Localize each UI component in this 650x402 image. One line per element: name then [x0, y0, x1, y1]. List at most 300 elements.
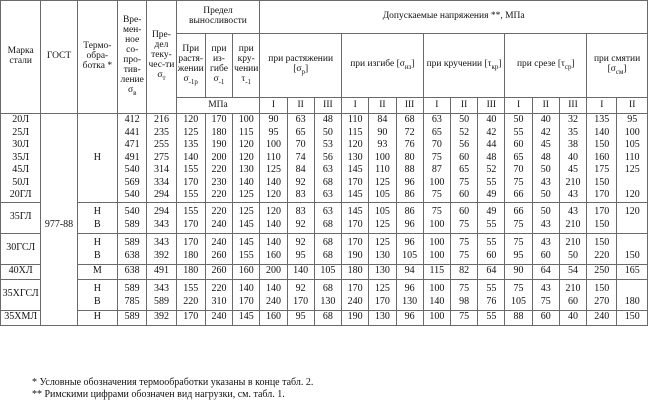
value: 170	[238, 295, 254, 307]
mpa-label: МПа	[176, 98, 260, 114]
value: 170	[347, 218, 363, 230]
value: 105	[374, 205, 390, 217]
value: 150	[624, 311, 640, 323]
value: 63	[322, 164, 333, 175]
value: 220	[211, 282, 227, 294]
steel-grade-cell	[1, 310, 41, 325]
value: 240	[347, 295, 363, 307]
value	[617, 236, 647, 249]
value: 50	[459, 114, 470, 125]
value: 294	[153, 205, 169, 217]
value: 540	[124, 189, 140, 200]
value-cell	[532, 114, 559, 203]
value: 785	[124, 295, 140, 307]
value: 255	[153, 139, 169, 150]
value-cell	[505, 202, 532, 233]
dopusk-header: Допускаемые напряжения **, МПа	[260, 1, 648, 34]
heat-treatment: В	[94, 218, 101, 230]
value: 120	[183, 114, 199, 125]
value-cell	[396, 310, 423, 325]
value-cell	[450, 310, 477, 325]
value-cell	[233, 202, 260, 233]
value: 589	[153, 295, 169, 307]
value: 66	[513, 189, 524, 200]
value-cell	[559, 114, 586, 203]
heat-treatment-cell	[77, 202, 117, 233]
value-cell	[205, 310, 232, 325]
value-cell	[450, 114, 477, 203]
value-cell	[617, 310, 648, 325]
value-cell	[233, 114, 260, 203]
steel-grade: 35Л	[12, 151, 30, 163]
value: 130	[374, 249, 390, 261]
value: 140	[265, 236, 281, 248]
value: 120	[624, 205, 640, 217]
heat-treatment-cell	[77, 279, 117, 310]
value-cell	[478, 310, 505, 325]
heat-treatment: Н	[93, 151, 101, 163]
value: 100	[429, 236, 445, 248]
value: 48	[322, 114, 333, 125]
value: 150	[594, 176, 610, 188]
value: 120	[265, 189, 281, 200]
value: 170	[347, 236, 363, 248]
load-type-header: II	[287, 98, 314, 114]
value: 160	[265, 249, 281, 261]
value-cell	[587, 264, 617, 279]
value-cell	[233, 279, 260, 310]
load-type-header: III	[478, 98, 505, 114]
value: 66	[513, 205, 524, 217]
value-cell	[532, 279, 559, 310]
value: 96	[404, 311, 415, 323]
value: 125	[374, 282, 390, 294]
value: 50	[513, 114, 524, 125]
value: 100	[429, 282, 445, 294]
value-cell	[314, 233, 341, 264]
value-cell	[559, 264, 586, 279]
steel-grade: 35ХГСЛ	[2, 288, 39, 300]
value: 64	[540, 265, 551, 277]
value: 140	[594, 126, 610, 138]
value: 100	[624, 126, 640, 138]
value: 75	[513, 176, 524, 188]
value-cell	[369, 114, 396, 203]
value-cell	[559, 279, 586, 310]
value: 42	[486, 126, 497, 138]
value: 638	[124, 265, 140, 277]
value: 50	[540, 189, 551, 200]
value: 60	[540, 311, 551, 323]
value: 75	[459, 282, 470, 294]
value: 60	[486, 249, 497, 261]
value: 150	[594, 282, 610, 294]
table-row	[1, 264, 648, 279]
value: 343	[153, 218, 169, 230]
value: 75	[459, 176, 470, 188]
value: 105	[320, 265, 336, 277]
value: 190	[347, 311, 363, 323]
heat-treatment: В	[94, 249, 101, 261]
value-cell	[342, 202, 369, 233]
value-cell	[478, 233, 505, 264]
value-cell	[205, 114, 232, 203]
value	[617, 218, 647, 231]
value-cell	[423, 233, 450, 264]
table-row	[1, 310, 648, 325]
value: 392	[153, 249, 169, 261]
value: 60	[459, 189, 470, 200]
value: 43	[568, 205, 579, 217]
value-cell	[369, 202, 396, 233]
value: 35	[568, 126, 579, 138]
value: 95	[295, 249, 306, 261]
value: 100	[374, 151, 390, 163]
value: 75	[431, 151, 442, 163]
value: 93	[377, 139, 388, 150]
value: 75	[459, 236, 470, 248]
value: 170	[183, 176, 199, 188]
value: 55	[486, 176, 497, 188]
value-cell	[532, 202, 559, 233]
heat-treatment: Н	[93, 205, 101, 217]
value: 70	[295, 139, 306, 150]
value-cell	[587, 310, 617, 325]
d-srez-header: при срезе $[\tau_{ср}]$	[505, 34, 587, 98]
load-type-header: II	[532, 98, 559, 114]
value: 170	[347, 176, 363, 188]
value: 68	[322, 311, 333, 323]
value: 87	[431, 164, 442, 175]
value-cell	[205, 264, 232, 279]
value-cell	[396, 233, 423, 264]
value: 110	[266, 151, 281, 163]
value-cell	[423, 114, 450, 203]
value: 70	[431, 139, 442, 150]
value: 92	[295, 176, 306, 188]
value: 540	[124, 205, 140, 217]
value: 160	[238, 265, 254, 277]
steel-grade-cell	[1, 202, 41, 233]
steel-grade: 20Л	[12, 114, 30, 125]
value: 140	[265, 176, 281, 188]
value: 100	[265, 139, 281, 150]
value: 96	[404, 218, 415, 230]
heat-treatment-cell	[77, 233, 117, 264]
d-kruch-header: при кручении $[\tau_{кр}]$	[423, 34, 505, 98]
value: 120	[624, 189, 640, 200]
value: 140	[429, 295, 445, 307]
gost-cell: 977-88	[41, 114, 77, 326]
value: 110	[624, 151, 640, 163]
value-cell	[505, 233, 532, 264]
value: 260	[211, 265, 227, 277]
value-cell	[450, 279, 477, 310]
value: 294	[153, 189, 169, 200]
value: 63	[322, 205, 333, 217]
value-cell	[342, 114, 369, 203]
value: 155	[238, 249, 254, 261]
value-cell	[147, 114, 176, 203]
value: 270	[594, 295, 610, 307]
value-cell	[147, 264, 176, 279]
load-type-header: I	[505, 98, 532, 114]
value: 130	[320, 295, 336, 307]
value: 180	[347, 265, 363, 277]
value: 75	[431, 205, 442, 217]
value: 216	[153, 114, 169, 125]
value-cell	[559, 310, 586, 325]
value: 105	[511, 295, 527, 307]
value: 68	[322, 218, 333, 230]
value: 84	[377, 114, 388, 125]
value-cell	[314, 202, 341, 233]
value-cell	[118, 264, 147, 279]
value: 150	[594, 139, 610, 150]
value: 220	[594, 249, 610, 261]
value: 130	[374, 265, 390, 277]
value: 45	[540, 139, 551, 150]
value-cell	[233, 233, 260, 264]
value: 210	[565, 236, 581, 248]
value-cell	[260, 233, 287, 264]
value: 150	[624, 249, 640, 261]
value-cell	[260, 264, 287, 279]
value: 50	[540, 164, 551, 175]
value: 105	[374, 189, 390, 200]
value: 55	[513, 126, 524, 138]
steel-grade: 35ХМЛ	[4, 311, 38, 323]
value: 75	[540, 295, 551, 307]
value: 412	[124, 114, 140, 125]
heat-treatment: М	[92, 265, 102, 277]
value: 60	[459, 205, 470, 217]
value-cell	[260, 202, 287, 233]
value: 130	[238, 164, 254, 175]
d-smyat-header: при смятии $[\sigma_{см}]$	[587, 34, 648, 98]
value: 150	[594, 218, 610, 230]
value: 110	[347, 114, 363, 125]
value-cell	[287, 202, 314, 233]
value: 95	[295, 311, 306, 323]
value: 53	[322, 139, 333, 150]
value: 68	[322, 236, 333, 248]
value: 43	[540, 236, 551, 248]
value-cell	[260, 310, 287, 325]
value-cell	[505, 264, 532, 279]
value: 54	[568, 265, 579, 277]
value: 56	[322, 151, 333, 163]
value: 82	[459, 265, 470, 277]
value: 92	[295, 282, 306, 294]
value-cell	[176, 264, 205, 279]
heat-treatment: В	[94, 295, 101, 307]
value: 491	[124, 151, 140, 163]
value: 240	[211, 236, 227, 248]
value-cell	[617, 114, 648, 203]
heat-treatment-cell	[77, 264, 117, 279]
value: 95	[627, 114, 638, 125]
value: 125	[238, 189, 254, 200]
value: 125	[374, 236, 390, 248]
tekuchest-header: Пре-дел теку-чес-ти $\sigma_т$	[147, 1, 176, 114]
load-type-header: I	[423, 98, 450, 114]
value: 50	[322, 126, 333, 138]
value: 210	[565, 176, 581, 188]
heat-treatment: Н	[93, 282, 101, 294]
value: 70	[513, 164, 524, 175]
value-cell	[260, 114, 287, 203]
d-izgib-header: при изгибе $[\sigma_{из}]$	[342, 34, 424, 98]
value: 140	[183, 151, 199, 163]
table-row	[1, 202, 648, 233]
value: 125	[374, 176, 390, 188]
value-cell	[176, 279, 205, 310]
value: 100	[429, 176, 445, 188]
value-cell	[176, 233, 205, 264]
value: 44	[486, 139, 497, 150]
value-cell	[342, 264, 369, 279]
value: 90	[268, 114, 279, 125]
value: 180	[183, 249, 199, 261]
value: 90	[377, 126, 388, 138]
vremennoe-header: Вре-мен-ное со-про-тив-ление $\sigma_в$	[118, 1, 147, 114]
value: 49	[486, 205, 497, 217]
value: 75	[459, 311, 470, 323]
value: 72	[404, 126, 415, 138]
value-cell	[587, 202, 617, 233]
value: 140	[293, 265, 309, 277]
value: 40	[568, 311, 579, 323]
value: 65	[513, 151, 524, 163]
value: 140	[265, 282, 281, 294]
steel-grade: 30ГСЛ	[6, 242, 36, 254]
load-type-header: III	[559, 98, 586, 114]
value: 115	[347, 126, 363, 138]
value: 49	[486, 189, 497, 200]
value: 94	[404, 265, 415, 277]
value: 275	[153, 151, 169, 163]
value	[617, 177, 647, 190]
value: 240	[265, 295, 281, 307]
value: 40	[540, 114, 551, 125]
value-cell	[147, 279, 176, 310]
value: 40	[486, 114, 497, 125]
value: 589	[124, 236, 140, 248]
footnotes	[32, 377, 313, 401]
value-cell	[260, 279, 287, 310]
value: 96	[404, 282, 415, 294]
value: 145	[238, 311, 254, 323]
value: 83	[295, 205, 306, 217]
value: 392	[153, 311, 169, 323]
value: 125	[238, 205, 254, 217]
value-cell	[423, 264, 450, 279]
table-row	[1, 233, 648, 264]
value-cell	[396, 264, 423, 279]
value: 105	[624, 139, 640, 150]
value: 120	[238, 139, 254, 150]
value: 180	[624, 295, 640, 307]
value: 63	[431, 114, 442, 125]
value: 63	[295, 114, 306, 125]
value: 145	[347, 164, 363, 175]
value: 115	[238, 126, 254, 138]
value-cell	[342, 279, 369, 310]
heat-treatment-cell	[77, 114, 117, 203]
value: 145	[238, 236, 254, 248]
value: 130	[374, 311, 390, 323]
value: 125	[624, 164, 640, 175]
rast-header: При растя-жении $\sigma_{-1р}$	[176, 34, 205, 98]
value: 75	[513, 218, 524, 230]
value-cell	[118, 310, 147, 325]
value-cell	[369, 310, 396, 325]
value: 52	[486, 164, 497, 175]
value: 180	[183, 265, 199, 277]
value-cell	[617, 264, 648, 279]
value-cell	[617, 279, 648, 310]
value-cell	[205, 279, 232, 310]
steel-grade-cell	[1, 279, 41, 310]
value-cell	[287, 233, 314, 264]
heat-treatment: Н	[93, 311, 101, 323]
value-cell	[369, 233, 396, 264]
value: 200	[265, 265, 281, 277]
value: 92	[295, 218, 306, 230]
value: 65	[431, 126, 442, 138]
value-cell	[287, 310, 314, 325]
value: 90	[513, 265, 524, 277]
value-cell	[176, 114, 205, 203]
load-type-header: I	[587, 98, 617, 114]
value: 140	[238, 176, 254, 188]
value: 589	[124, 218, 140, 230]
value: 175	[594, 164, 610, 175]
value-cell	[233, 264, 260, 279]
value: 43	[540, 176, 551, 188]
value: 48	[486, 151, 497, 163]
marka-header: Марка стали	[1, 1, 41, 114]
value: 100	[429, 218, 445, 230]
value: 88	[404, 164, 415, 175]
value: 235	[153, 126, 169, 138]
value: 52	[459, 126, 470, 138]
value: 150	[594, 236, 610, 248]
value-cell	[587, 279, 617, 310]
steel-grade: 25Л	[12, 126, 30, 138]
value: 170	[211, 114, 227, 125]
value: 145	[347, 189, 363, 200]
termo-header: Термо-обра-ботка *	[77, 1, 117, 114]
value: 45	[568, 164, 579, 175]
value-cell	[342, 310, 369, 325]
steel-grade: 40ХЛ	[8, 265, 33, 277]
value: 240	[211, 218, 227, 230]
value: 130	[347, 151, 363, 163]
value-cell	[205, 233, 232, 264]
load-type-header: II	[450, 98, 477, 114]
value: 120	[265, 205, 281, 217]
value: 140	[238, 282, 254, 294]
value: 75	[431, 189, 442, 200]
value: 160	[594, 151, 610, 163]
value: 60	[513, 139, 524, 150]
table-row	[1, 114, 648, 203]
value-cell	[314, 310, 341, 325]
value-cell	[287, 279, 314, 310]
vynoslivost-header: Предел выносливости	[176, 1, 260, 34]
